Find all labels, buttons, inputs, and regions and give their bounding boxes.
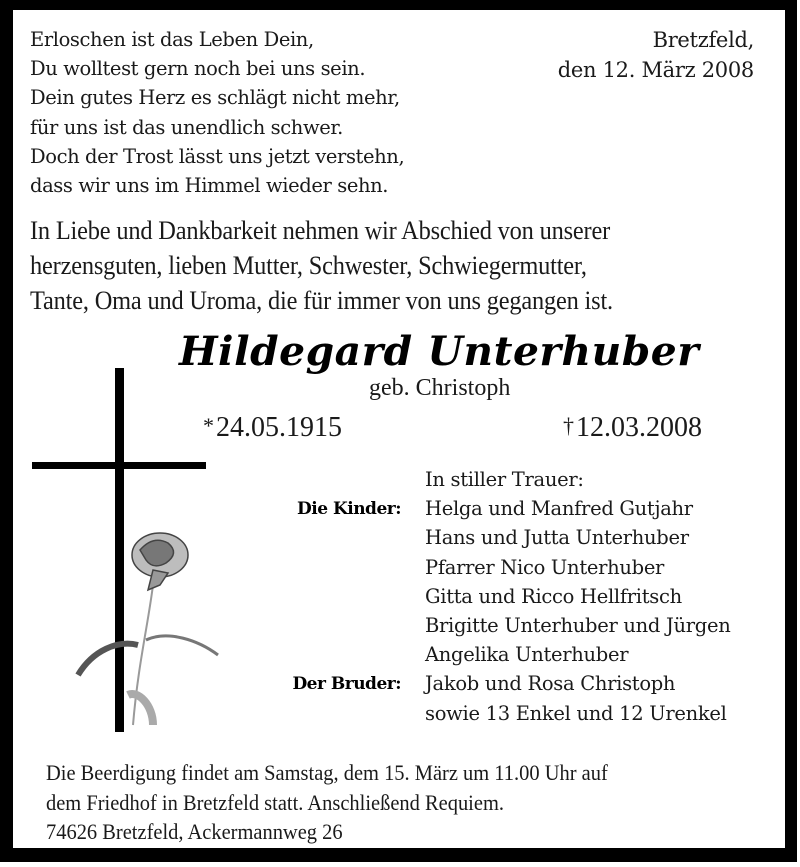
group-label-brother: Der Bruder: (292, 674, 401, 695)
mourners-heading: In stiller Trauer: (425, 468, 584, 491)
poem-line: für uns ist das unendlich schwer. (30, 115, 343, 139)
maiden-name: geb. Christoph (369, 375, 511, 401)
mourner-row (13, 699, 785, 728)
mourner-row (13, 611, 785, 640)
poem (30, 25, 404, 200)
funeral-info (46, 758, 650, 847)
mourner-name: Helga und Manfred Gutjahr (425, 497, 693, 521)
mourner-name: Jakob und Rosa Christoph (425, 672, 676, 696)
death-date: 12.03.2008 (576, 412, 702, 443)
poem-line: Dein gutes Herz es schlägt nicht mehr, (30, 86, 400, 110)
mourner-row (13, 494, 785, 523)
mourner-row (13, 553, 785, 582)
obituary-notice (13, 10, 785, 848)
place-and-date (558, 25, 754, 85)
mourners-heading-row (13, 465, 785, 494)
mourners-list (13, 465, 785, 728)
intro-text (30, 213, 664, 318)
mourner-name: Angelika Unterhuber (425, 643, 629, 667)
mourner-row (13, 523, 785, 552)
birth-star-icon: * (203, 413, 214, 438)
intro-line: herzensguten, lieben Mutter, Schwester, Schwiegermutter, (30, 250, 587, 280)
birth-date-line (203, 412, 342, 444)
poem-line: Du wolltest gern noch bei uns sein. (30, 57, 366, 81)
poem-line: dass wir uns im Himmel wieder sehn. (30, 174, 389, 198)
mourner-row (13, 669, 785, 698)
funeral-address: 74626 Bretzfeld, Ackermannweg 26 (46, 819, 343, 844)
place: Bretzfeld, (652, 28, 754, 52)
intro-line: Tante, Oma und Uroma, die für immer von uns gegangen ist. (30, 285, 613, 315)
birth-date: 24.05.1915 (216, 412, 342, 443)
death-date-line (563, 412, 702, 444)
intro-line: In Liebe und Dankbarkeit nehmen wir Abschied von unserer (30, 215, 611, 245)
deceased-name: Hildegard Unterhuber (179, 328, 700, 375)
poem-line: Doch der Trost lässt uns jetzt verstehn, (30, 144, 405, 168)
group-label-children: Die Kinder: (297, 499, 401, 520)
mourner-name: Pfarrer Nico Unterhuber (425, 555, 665, 579)
mourner-row (13, 582, 785, 611)
poem-line: Erloschen ist das Leben Dein, (30, 28, 314, 51)
mourner-name: sowie 13 Enkel und 12 Urenkel (425, 701, 727, 725)
mourner-name: Gitta und Ricco Hellfritsch (425, 584, 682, 608)
funeral-line: dem Friedhof in Bretzfeld statt. Anschließend Requiem. (46, 789, 504, 815)
funeral-line: Die Beerdigung findet am Samstag, dem 15. März um 11.00 Uhr auf (46, 760, 608, 785)
mourner-name: Hans und Jutta Unterhuber (425, 526, 689, 550)
mourner-row (13, 640, 785, 669)
notice-date: den 12. März 2008 (557, 58, 754, 82)
death-dagger-icon: † (563, 413, 574, 438)
mourner-name: Brigitte Unterhuber und Jürgen (425, 613, 731, 637)
